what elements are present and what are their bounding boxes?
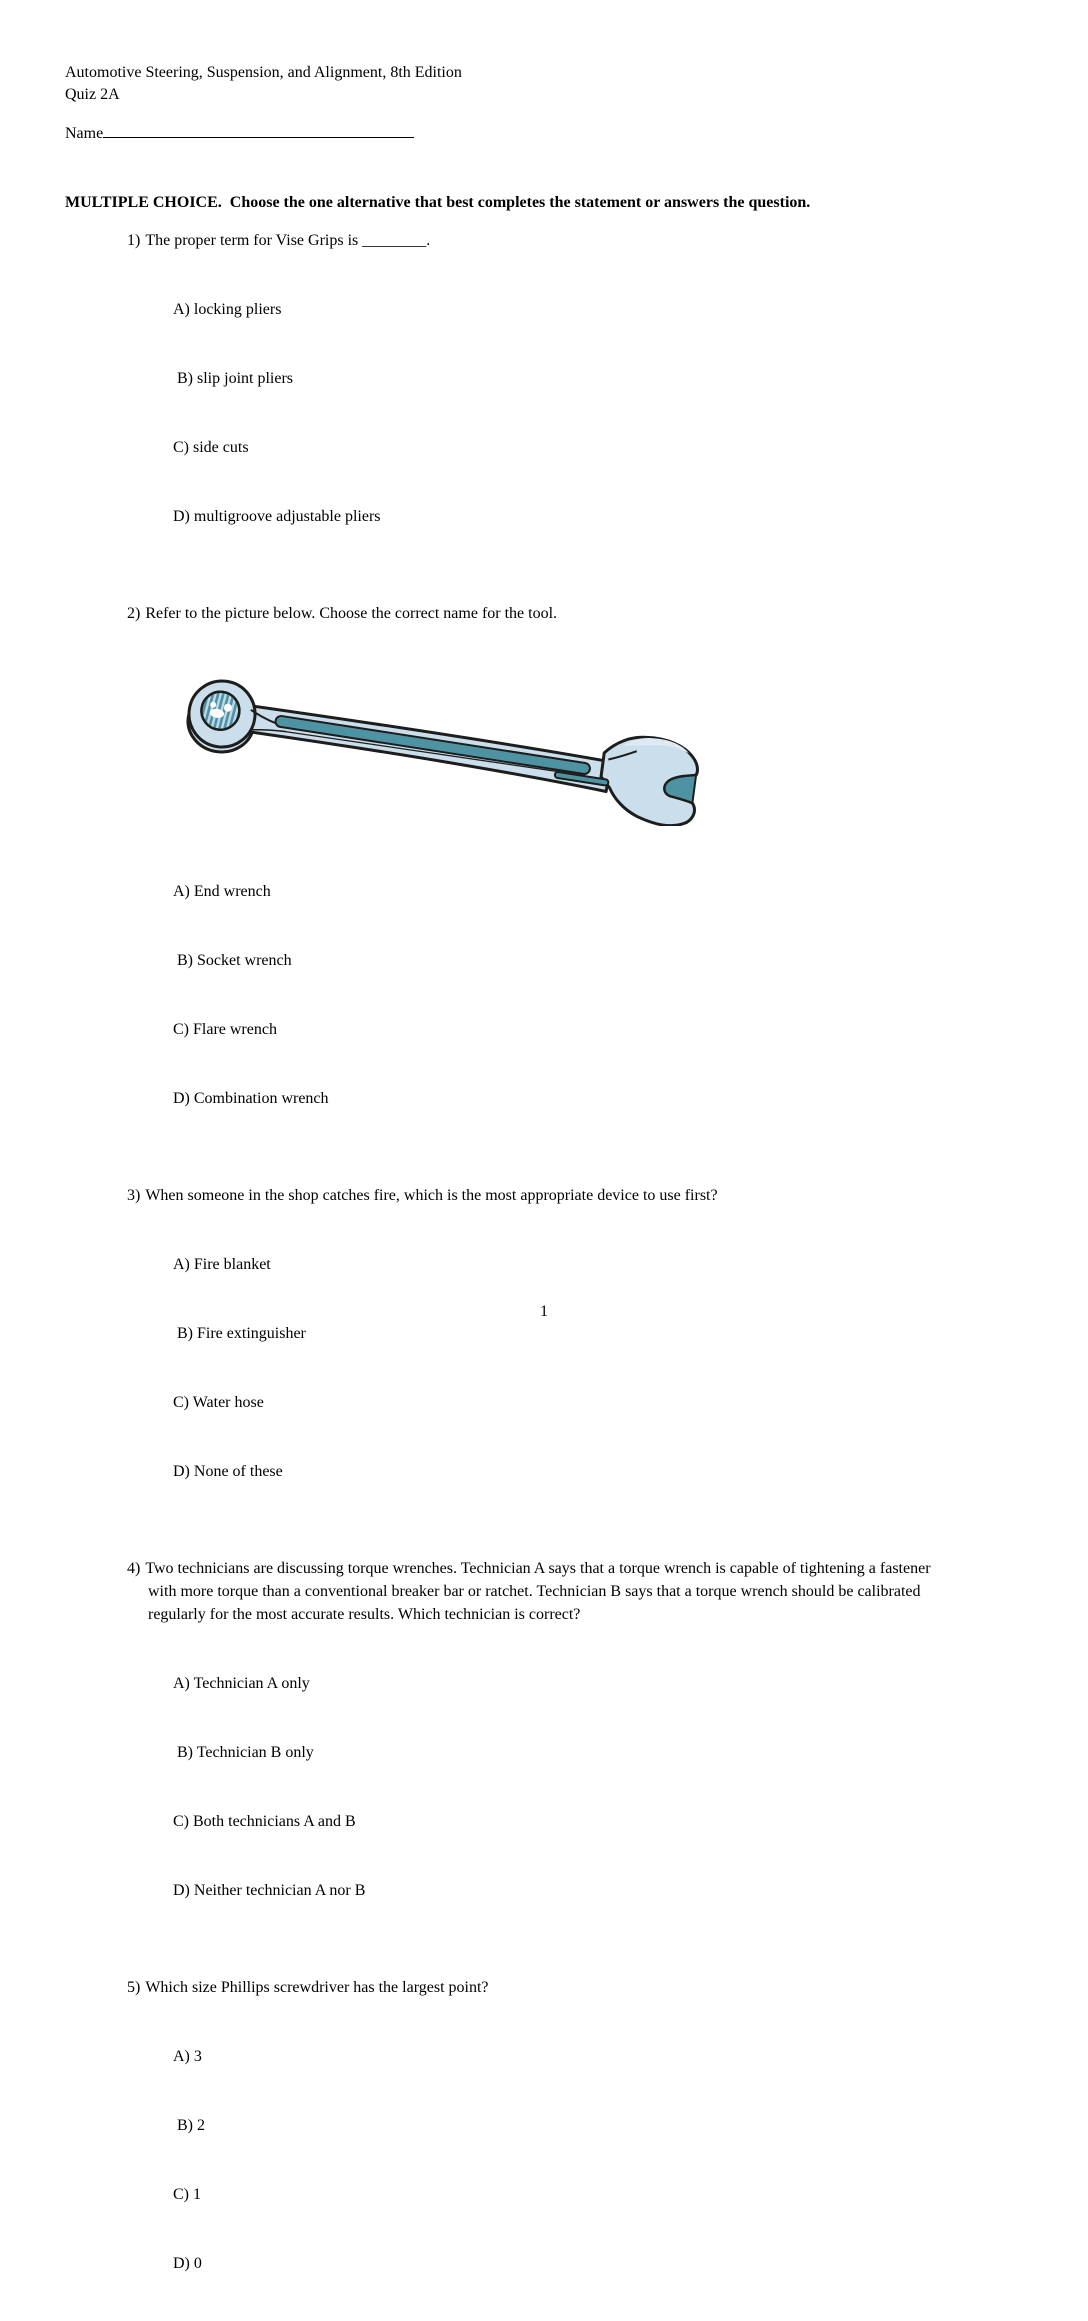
question-5-number: 5) <box>127 1979 141 1996</box>
question-1-options <box>173 252 1030 574</box>
option-d: D) multigroove adjustable pliers <box>173 508 381 525</box>
option-d: D) Combination wrench <box>173 1090 329 1107</box>
question-3 <box>127 1184 1030 1529</box>
name-row <box>65 122 1030 145</box>
option-a: A) End wrench <box>173 883 271 900</box>
option-b: B) Socket wrench <box>173 952 292 969</box>
option-b: B) slip joint pliers <box>173 370 293 387</box>
question-4-number: 4) <box>127 1560 141 1577</box>
option-c: C) side cuts <box>173 439 249 456</box>
question-2-text: 2) Refer to the picture below. Choose the correct name for the tool. <box>127 605 558 622</box>
question-5-options <box>173 1999 1030 2321</box>
quiz-title: Quiz 2A <box>65 86 120 103</box>
question-2-options <box>173 834 1030 1156</box>
option-a: A) Technician A only <box>173 1675 310 1692</box>
option-c: C) Flare wrench <box>173 1021 277 1038</box>
option-a: A) locking pliers <box>173 301 282 318</box>
name-label: Name <box>65 125 104 142</box>
question-4 <box>127 1557 1030 1948</box>
wrench-slot-groove <box>275 715 591 775</box>
option-c: C) Water hose <box>173 1394 264 1411</box>
option-a: A) 3 <box>173 2048 202 2065</box>
question-5-text: 5) Which size Phillips screwdriver has the largest point? <box>127 1979 489 1996</box>
question-1-number: 1) <box>127 232 141 249</box>
option-b: B) Fire extinguisher <box>173 1325 306 1342</box>
name-blank-line[interactable] <box>103 122 414 138</box>
question-4-options <box>173 1626 1030 1948</box>
option-d: D) 0 <box>173 2255 202 2272</box>
option-b: B) Technician B only <box>173 1744 314 1761</box>
section-heading: MULTIPLE CHOICE. Choose the one alternative that best completes the statement or answers the question. <box>65 194 811 211</box>
question-3-text: 3) When someone in the shop catches fire, which is the most appropriate device to use first? <box>127 1187 718 1204</box>
question-2 <box>127 602 1030 1156</box>
question-2-number: 2) <box>127 605 141 622</box>
option-d: D) None of these <box>173 1463 283 1480</box>
option-d: D) Neither technician A nor B <box>173 1882 366 1899</box>
book-title: Automotive Steering, Suspension, and Alignment, 8th Edition <box>65 64 462 81</box>
page-number: 1 <box>540 1303 548 1320</box>
question-4-text: 4) Two technicians are discussing torque wrenches. Technician A says that a torque wrench is capable of tightening a fastener with more torque than a conventional breaker bar or ratchet. Technician B says that a torque wrench should be calibrated regularly for the most accurate results. Which technician is correct? <box>127 1560 931 1623</box>
question-3-number: 3) <box>127 1187 141 1204</box>
combination-wrench-illustration <box>178 656 710 826</box>
option-c: C) Both technicians A and B <box>173 1813 356 1830</box>
question-1 <box>127 229 1030 574</box>
question-1-text: 1) The proper term for Vise Grips is ________. <box>127 232 431 249</box>
option-b: B) 2 <box>173 2117 205 2134</box>
question-2-image <box>178 656 710 826</box>
question-3-options <box>173 1207 1030 1529</box>
question-5 <box>127 1976 1030 2321</box>
document-header <box>65 62 1030 106</box>
option-a: A) Fire blanket <box>173 1256 271 1273</box>
option-c: C) 1 <box>173 2186 201 2203</box>
